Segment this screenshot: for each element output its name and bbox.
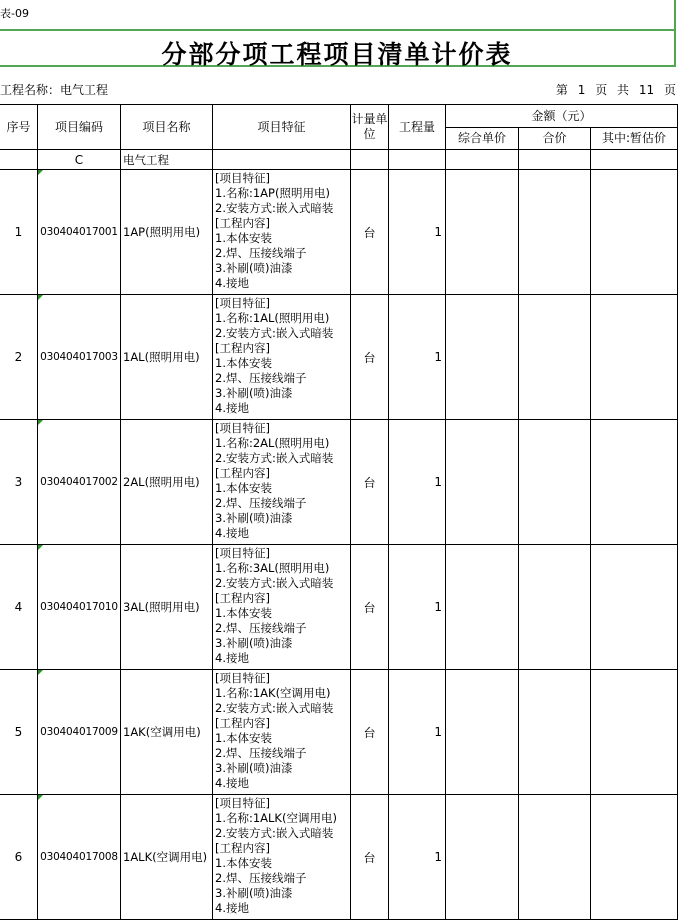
feature-line: 1.本体安装 xyxy=(215,356,272,370)
row-total-price[interactable] xyxy=(519,670,591,795)
page-title: 分部分项工程项目清单计价表 xyxy=(161,40,513,69)
title-cell[interactable] xyxy=(0,29,676,67)
project-name xyxy=(0,81,108,98)
row-code[interactable]: 030404017002 xyxy=(38,420,121,545)
feature-line: 3.补刷(喷)油漆 xyxy=(215,511,293,525)
table-row xyxy=(0,670,678,795)
row-provisional[interactable] xyxy=(591,420,678,545)
table-row xyxy=(0,420,678,545)
section-code[interactable]: C xyxy=(38,150,121,170)
row-unit[interactable]: 台 xyxy=(351,295,389,420)
feature-line: 4.接地 xyxy=(215,276,249,290)
feature-line: 4.接地 xyxy=(215,901,249,915)
row-code[interactable]: 030404017003 xyxy=(38,295,121,420)
row-seq[interactable]: 1 xyxy=(0,170,38,295)
pager-total-label: 共 xyxy=(617,83,630,97)
header-provisional[interactable]: 其中:暂估价 xyxy=(591,128,678,150)
feature-line: 1.名称:1AK(空调用电) xyxy=(215,686,331,700)
feature-line: 2.安装方式:嵌入式暗装 xyxy=(215,576,334,590)
row-qty[interactable]: 1 xyxy=(389,420,446,545)
row-name[interactable]: 1AP(照明用电) xyxy=(121,170,213,295)
selection-edge xyxy=(674,0,676,30)
row-features[interactable] xyxy=(213,670,351,795)
section-name[interactable]: 电气工程 xyxy=(121,150,213,170)
row-unit[interactable]: 台 xyxy=(351,795,389,920)
section-seq[interactable] xyxy=(0,150,38,170)
feature-line: 1.名称:2AL(照明用电) xyxy=(215,436,330,450)
page-indicator xyxy=(550,81,676,98)
row-name[interactable]: 1AK(空调用电) xyxy=(121,670,213,795)
feature-line: [项目特征] xyxy=(215,171,270,185)
feature-line: 4.接地 xyxy=(215,776,249,790)
header-features[interactable]: 项目特征 xyxy=(213,105,351,150)
feature-line: [工程内容] xyxy=(215,591,270,605)
header-total-price[interactable]: 合价 xyxy=(519,128,591,150)
feature-line: 4.接地 xyxy=(215,526,249,540)
feature-line: 2.焊、压接线端子 xyxy=(215,871,307,885)
feature-line: 1.名称:1AP(照明用电) xyxy=(215,186,330,200)
header-code[interactable]: 项目编码 xyxy=(38,105,121,150)
row-provisional[interactable] xyxy=(591,795,678,920)
row-unit-price[interactable] xyxy=(446,170,519,295)
section-cell[interactable] xyxy=(213,150,351,170)
row-provisional[interactable] xyxy=(591,670,678,795)
feature-line: 1.本体安装 xyxy=(215,856,272,870)
header-amount[interactable]: 金额（元） xyxy=(446,105,678,128)
row-qty[interactable]: 1 xyxy=(389,170,446,295)
section-cell[interactable] xyxy=(591,150,678,170)
row-code[interactable]: 030404017001 xyxy=(38,170,121,295)
feature-line: 1.本体安装 xyxy=(215,481,272,495)
header-qty[interactable]: 工程量 xyxy=(389,105,446,150)
feature-line: [工程内容] xyxy=(215,841,270,855)
pager-total: 11 xyxy=(638,83,655,97)
row-qty[interactable]: 1 xyxy=(389,795,446,920)
row-unit-price[interactable] xyxy=(446,545,519,670)
row-name[interactable]: 3AL(照明用电) xyxy=(121,545,213,670)
row-qty[interactable]: 1 xyxy=(389,545,446,670)
feature-line: [工程内容] xyxy=(215,216,270,230)
table-row xyxy=(0,295,678,420)
header-unit[interactable]: 计量单位 xyxy=(351,105,389,150)
feature-line: 2.焊、压接线端子 xyxy=(215,496,307,510)
row-provisional[interactable] xyxy=(591,545,678,670)
project-value: 电气工程 xyxy=(60,83,109,97)
feature-line: [工程内容] xyxy=(215,341,270,355)
feature-line: 3.补刷(喷)油漆 xyxy=(215,261,293,275)
row-name[interactable]: 1ALK(空调用电) xyxy=(121,795,213,920)
row-features[interactable] xyxy=(213,795,351,920)
row-total-price[interactable] xyxy=(519,295,591,420)
table-row xyxy=(0,795,678,920)
header-seq[interactable]: 序号 xyxy=(0,105,38,150)
feature-line: 2.焊、压接线端子 xyxy=(215,621,307,635)
pager-middle: 页 xyxy=(595,83,608,97)
header-unit-price[interactable]: 综合单价 xyxy=(446,128,519,150)
section-cell[interactable] xyxy=(389,150,446,170)
feature-line: 2.安装方式:嵌入式暗装 xyxy=(215,451,334,465)
feature-line: 3.补刷(喷)油漆 xyxy=(215,636,293,650)
row-features[interactable] xyxy=(213,545,351,670)
row-code[interactable]: 030404017009 xyxy=(38,670,121,795)
feature-line: 1.名称:1ALK(空调用电) xyxy=(215,811,337,825)
header-name[interactable]: 项目名称 xyxy=(121,105,213,150)
section-cell[interactable] xyxy=(446,150,519,170)
feature-line: 4.接地 xyxy=(215,651,249,665)
row-unit-price[interactable] xyxy=(446,795,519,920)
feature-line: 3.补刷(喷)油漆 xyxy=(215,886,293,900)
section-cell[interactable] xyxy=(519,150,591,170)
row-name[interactable]: 1AL(照明用电) xyxy=(121,295,213,420)
pager-current: 1 xyxy=(577,83,586,97)
row-features[interactable] xyxy=(213,170,351,295)
bill-table xyxy=(0,104,678,920)
feature-line: 2.安装方式:嵌入式暗装 xyxy=(215,326,334,340)
section-cell[interactable] xyxy=(351,150,389,170)
form-id: 表-09 xyxy=(0,7,29,20)
row-provisional[interactable] xyxy=(591,295,678,420)
row-code[interactable]: 030404017008 xyxy=(38,795,121,920)
table-row xyxy=(0,170,678,295)
row-features[interactable] xyxy=(213,420,351,545)
row-seq[interactable]: 6 xyxy=(0,795,38,920)
pager-prefix: 第 xyxy=(555,83,568,97)
row-name[interactable]: 2AL(照明用电) xyxy=(121,420,213,545)
row-features[interactable] xyxy=(213,295,351,420)
row-unit[interactable]: 台 xyxy=(351,545,389,670)
feature-line: 3.补刷(喷)油漆 xyxy=(215,761,293,775)
row-unit[interactable]: 台 xyxy=(351,170,389,295)
feature-line: [项目特征] xyxy=(215,421,270,435)
feature-line: 2.焊、压接线端子 xyxy=(215,746,307,760)
feature-line: 2.焊、压接线端子 xyxy=(215,371,307,385)
feature-line: [项目特征] xyxy=(215,296,270,310)
project-label: 工程名称： xyxy=(0,83,61,97)
feature-line: 2.焊、压接线端子 xyxy=(215,246,307,260)
row-total-price[interactable] xyxy=(519,545,591,670)
row-seq[interactable]: 5 xyxy=(0,670,38,795)
feature-line: 1.本体安装 xyxy=(215,731,272,745)
row-unit-price[interactable] xyxy=(446,670,519,795)
feature-line: 2.安装方式:嵌入式暗装 xyxy=(215,826,334,840)
row-seq[interactable]: 2 xyxy=(0,295,38,420)
row-provisional[interactable] xyxy=(591,170,678,295)
row-unit-price[interactable] xyxy=(446,295,519,420)
row-seq[interactable]: 3 xyxy=(0,420,38,545)
row-code[interactable]: 030404017010 xyxy=(38,545,121,670)
feature-line: [工程内容] xyxy=(215,716,270,730)
feature-line: 1.名称:3AL(照明用电) xyxy=(215,561,330,575)
row-seq[interactable]: 4 xyxy=(0,545,38,670)
feature-line: 2.安装方式:嵌入式暗装 xyxy=(215,201,334,215)
feature-line: [项目特征] xyxy=(215,796,270,810)
row-unit-price[interactable] xyxy=(446,420,519,545)
row-total-price[interactable] xyxy=(519,170,591,295)
row-unit[interactable]: 台 xyxy=(351,670,389,795)
row-total-price[interactable] xyxy=(519,795,591,920)
row-qty[interactable]: 1 xyxy=(389,295,446,420)
feature-line: 3.补刷(喷)油漆 xyxy=(215,386,293,400)
table-row xyxy=(0,545,678,670)
feature-line: 1.本体安装 xyxy=(215,231,272,245)
feature-line: [工程内容] xyxy=(215,466,270,480)
feature-line: [项目特征] xyxy=(215,671,270,685)
pager-suffix: 页 xyxy=(663,83,676,97)
feature-line: [项目特征] xyxy=(215,546,270,560)
section-row xyxy=(0,150,678,170)
row-qty[interactable]: 1 xyxy=(389,670,446,795)
feature-line: 1.本体安装 xyxy=(215,606,272,620)
feature-line: 1.名称:1AL(照明用电) xyxy=(215,311,330,325)
row-unit[interactable]: 台 xyxy=(351,420,389,545)
row-total-price[interactable] xyxy=(519,420,591,545)
feature-line: 4.接地 xyxy=(215,401,249,415)
feature-line: 2.安装方式:嵌入式暗装 xyxy=(215,701,334,715)
